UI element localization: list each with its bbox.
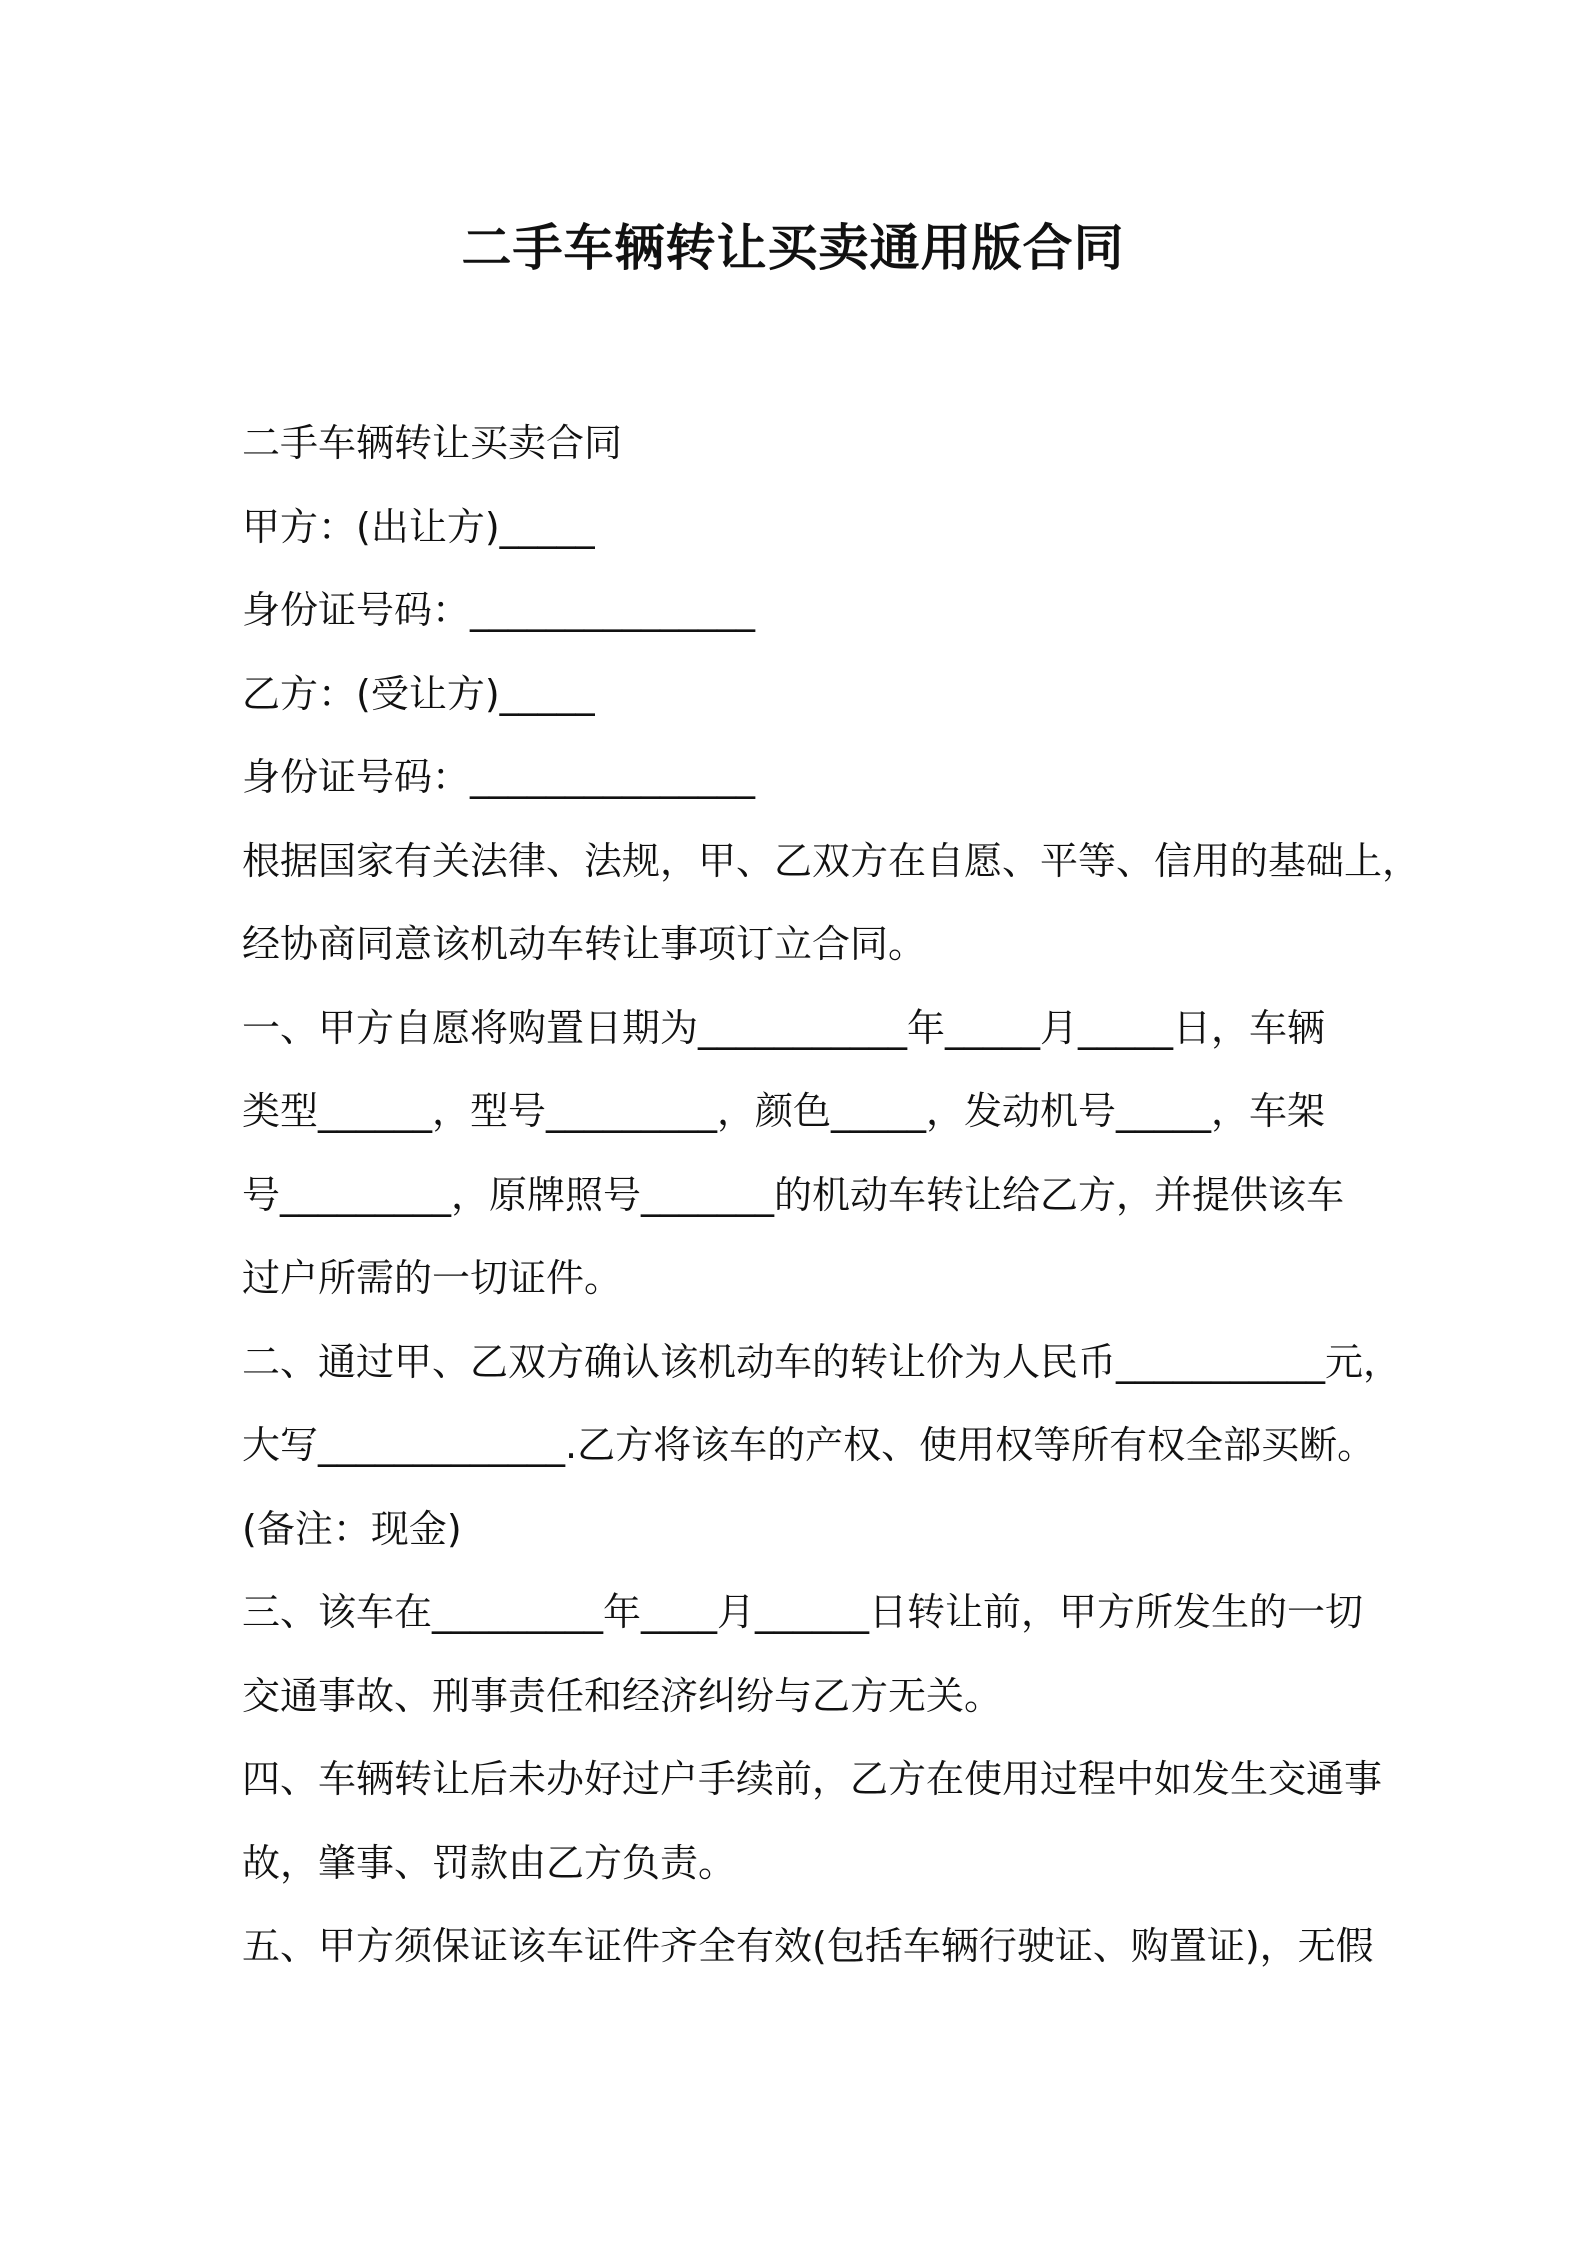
clause-1-line: 一、甲方自愿将购置日期为___________年_____月_____日，车辆 [242,1005,1326,1050]
clause-1-line: 过户所需的一切证件。 [242,1256,623,1300]
party-b-id-line: 身份证号码：_______________ [242,755,756,799]
preamble-line: 根据国家有关法律、法规，甲、乙双方在自愿、平等、信用的基础上， [242,838,1421,883]
party-a-id-line: 身份证号码：_______________ [242,588,756,632]
clause-1-line: 号_________，原牌照号_______的机动车转让给乙方，并提供该车 [242,1172,1345,1217]
preamble-line: 经协商同意该机动车转让事项订立合同。 [242,922,927,966]
clause-2-line: 大写_____________.乙方将该车的产权、使用权等所有权全部买断。 [242,1423,1376,1467]
clause-5-line: 五、甲方须保证该车证件齐全有效(包括车辆行驶证、购置证)，无假 [242,1924,1374,1968]
clause-2-line: 二、通过甲、乙双方确认该机动车的转让价为人民币___________元， [242,1339,1402,1384]
clause-2-note-line: (备注：现金) [242,1506,462,1551]
clause-3-line: 三、该车在_________年____月______日转让前，甲方所发生的一切 [242,1590,1364,1634]
document-title: 二手车辆转让买卖通用版合同 [461,219,1125,277]
clause-3-line: 交通事故、刑事责任和经济纠纷与乙方无关。 [242,1673,1003,1718]
party-a-line: 甲方：(出让方)_____ [242,504,595,549]
party-b-line: 乙方：(受让方)_____ [242,671,595,716]
contract-body [242,402,1421,1989]
subtitle-line: 二手车辆转让买卖合同 [242,421,623,465]
clause-4-line: 四、车辆转让后未办好过户手续前，乙方在使用过程中如发生交通事 [242,1757,1383,1801]
clause-4-line: 故，肇事、罚款由乙方负责。 [242,1840,737,1885]
clause-1-line: 类型______，型号_________，颜色_____，发动机号_____，车架 [242,1089,1326,1133]
